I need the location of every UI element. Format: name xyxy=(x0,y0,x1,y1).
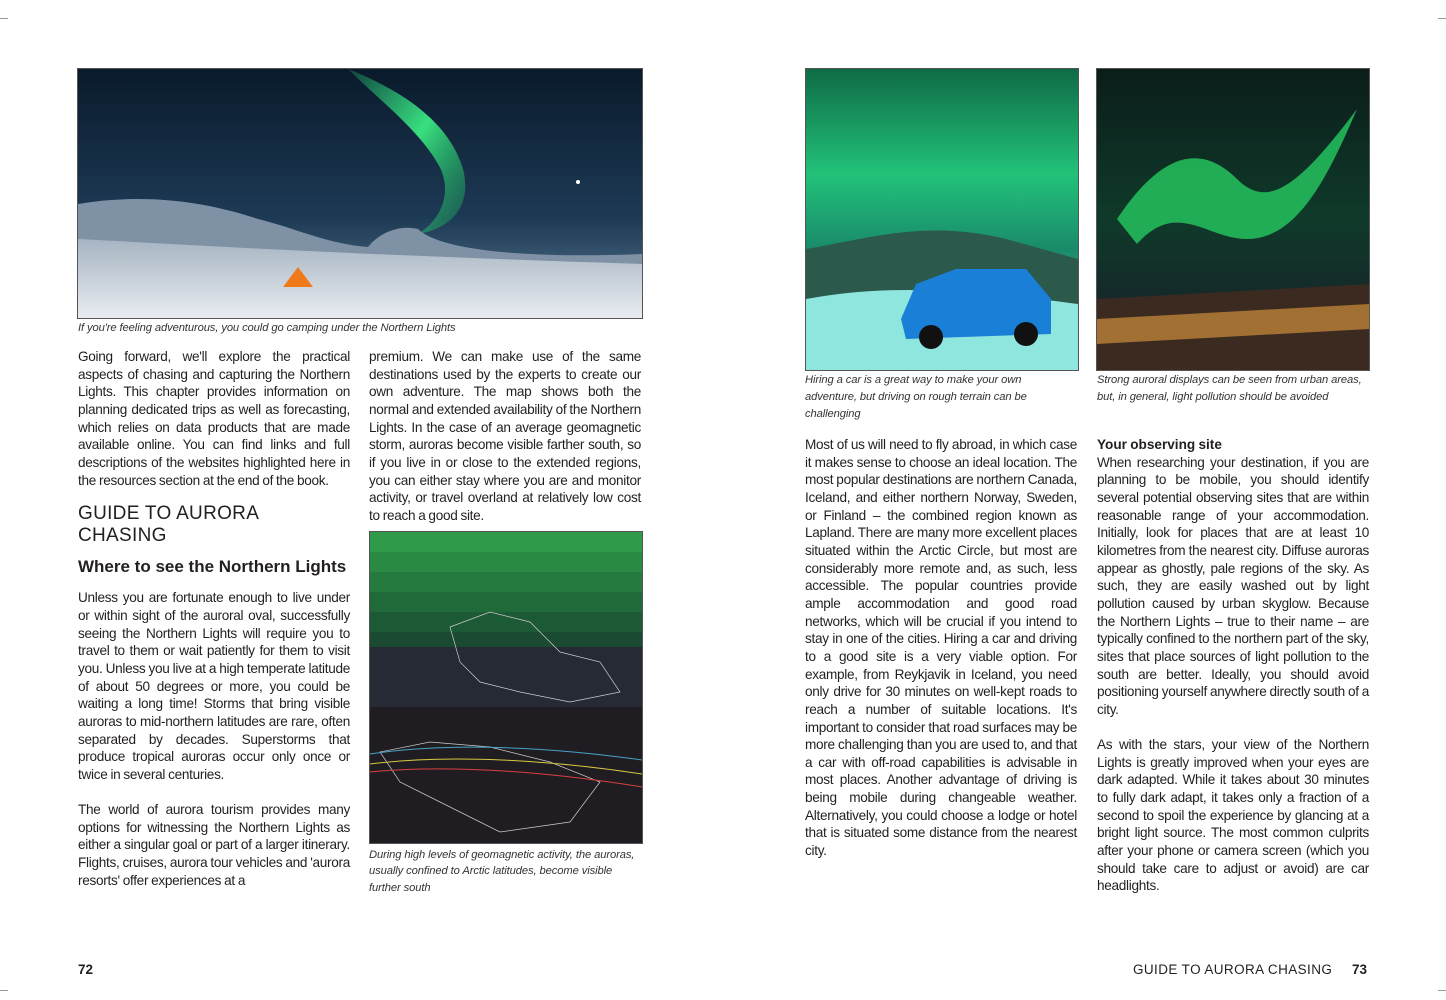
right-column-paragraph: premium. We can make use of the same destinations used by the experts to create our own adventure. The map shows both the normal and extended availability of the Northern Lights. In the case of an average geomagnetic storm, auroras become visible farther south, so if you live in or close to the extended regions, you can either stay where you are and monitor activity, or travel overland at relatively low cost to reach a good site. xyxy=(369,349,641,523)
subheading: Where to see the Northern Lights xyxy=(78,557,347,577)
running-head: GUIDE TO AURORA CHASING xyxy=(1133,962,1333,977)
city-caption: Strong auroral displays can be seen from urban areas, but, in general, light pollution should be avoided xyxy=(1097,374,1362,403)
right-page-column-2 xyxy=(1097,436,1369,895)
paragraph: When researching your destination, if you are planning to be mobile, you should identify several potential observing sites that are within reasonable range of your accommodation. Initially, look for places that are at least 10 kilometres from the nearest city. Diffuse auroras appear as ghostly, pale regions of the sky. As such, they are easily washed out by light pollution caused by urban skyglow. Because the Northern Lights – true to their name – are typically confined to the northern part of the sky, sites that place sources of light pollution to the south are better. Ideally, you should avoid positioning yourself anywhere directly south of a city. xyxy=(1097,454,1369,717)
right-page-column-1: Most of us will need to fly abroad, in which case it makes sense to choose an ideal location. The most popular destinations are northern Canada, Iceland, and either northern Norway, Sweden, or Finland – the combined region known as Lapland. There are many more excellent places situated within the Arctic Circle, but most are considerably more remote and, as such, less accessible. The popular countries provide ample accommodation and good road networks, which will be crucial if you intend to stay in one of the cities. Hiring a car and driving to a good site is a very viable option. For example, from Reykjavik in Iceland, you need only drive for 30 minutes on well-kept roads to reach a number of suitable locations. It's important to consider that road surfaces may be more challenging than you are used to, and that a car with off-road capabilities is advisable in most places. Another advantage of driving is being mobile during changeable weather. Alternatively, you could choose a lodge or hotel that is situated some distance from the nearest city. xyxy=(805,437,1077,859)
paragraph: As with the stars, your view of the Northern Lights is greatly improved when your eyes are dark adapted. While it takes about 30 minutes to fully dark adapt, it takes only a fraction of a second to spoil the experience by glancing at a bright light source. The most common culprits after your phone or camera screen (which you should take care to adjust or avoid) are car headlights. xyxy=(1097,737,1369,894)
observing-site-heading: Your observing site xyxy=(1097,437,1222,452)
left-page-column-1 xyxy=(78,348,350,889)
left-column-body xyxy=(78,589,350,889)
paragraph: Unless you are fortunate enough to live under or within sight of the auroral oval, successfully seeing the Northern Lights will require you to travel to them or wait patiently for them to visit you. Unless you live at a high temperate latitude of about 50 degrees or more, you could be waiting a long time! Storms that bring visible auroras to mid-northern latitudes are rare, often separated by decades. Superstorms that produce tropical auroras occur only once or twice in several centuries. xyxy=(78,590,350,782)
crop-mark xyxy=(0,18,8,19)
paragraph: The world of aurora tourism provides many options for witnessing the Northern Lights as either a singular goal or part of a larger itinerary. Flights, cruises, aurora tour vehicles and 'aurora resorts' offer experiences at a xyxy=(78,802,350,888)
left-page-column-2 xyxy=(369,348,641,897)
city-aurora-photo xyxy=(1096,68,1370,371)
page-number-left: 72 xyxy=(78,962,94,977)
map-caption: During high levels of geomagnetic activity, the auroras, usually confined to Arctic latitudes, become visible further south xyxy=(369,848,635,895)
crop-mark xyxy=(1438,18,1446,19)
crop-mark xyxy=(0,990,8,991)
car-aurora-photo xyxy=(805,68,1079,371)
car-caption: Hiring a car is a great way to make your own adventure, but driving on rough terrain can be challenging xyxy=(805,374,1027,420)
page-number-right: 73 xyxy=(1352,962,1368,977)
aurora-visibility-map xyxy=(369,531,643,844)
camping-aurora-photo xyxy=(77,68,643,319)
crop-mark xyxy=(1438,990,1446,991)
photo-caption: If you're feeling adventurous, you could go camping under the Northern Lights xyxy=(78,322,456,334)
intro-paragraph: Going forward, we'll explore the practical aspects of chasing and capturing the Northern Lights. This chapter provides information on planning dedicated trips as well as forecasting, which relies on data products that are made available online. You can find links and full descriptions of the websites highlighted here in the resources section at the end of the book. xyxy=(78,349,350,488)
section-heading: GUIDE TO AURORA CHASING xyxy=(78,503,259,547)
